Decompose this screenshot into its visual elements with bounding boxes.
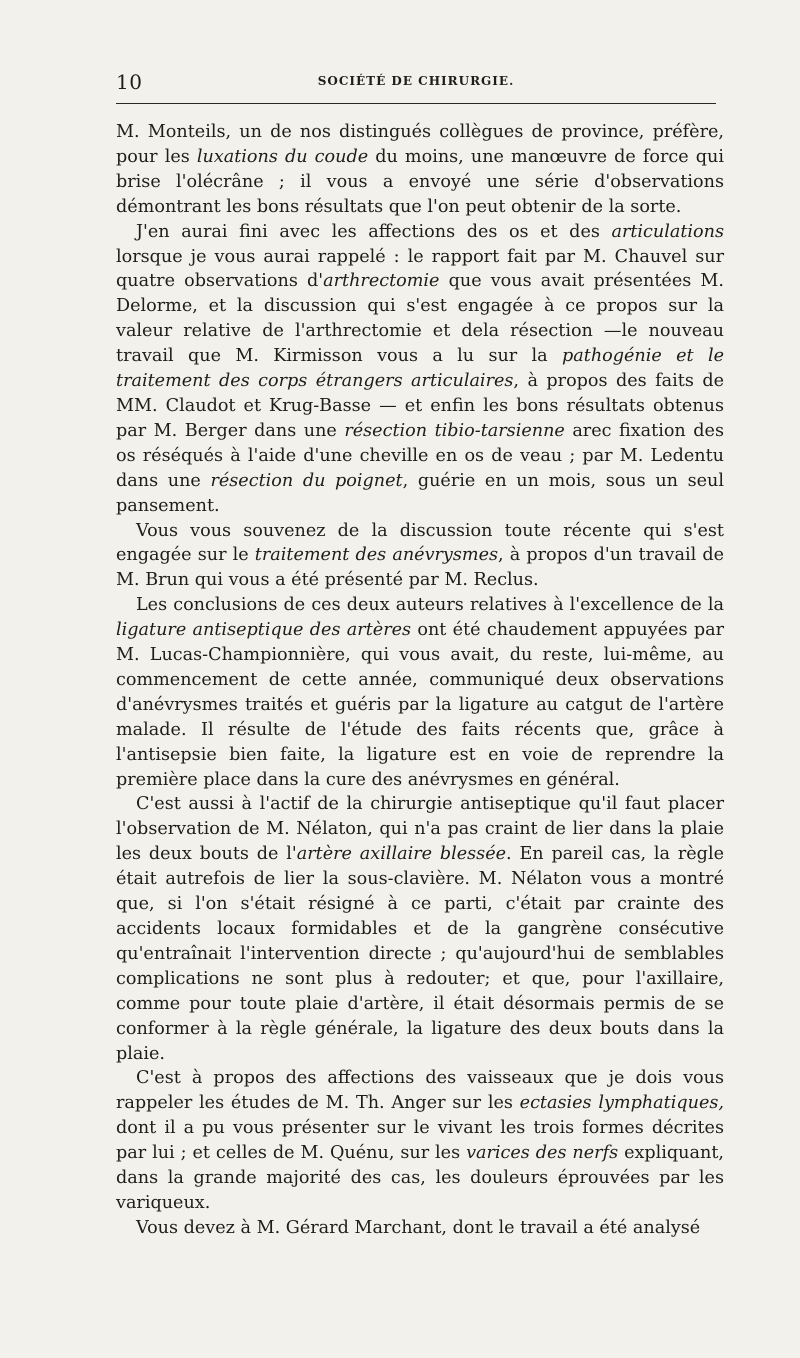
page-header (116, 70, 716, 96)
text-run: . En pareil cas, la règle était autrefois de lier la sous-clavière. M. Nélaton vous a montré que, si l'on s'était résigné à ce parti, c'était par crainte des accidents locaux formidables et de la gangrène consécutive qu'entraînait l'intervention directe ; qu'aujourd'hui de semblables complications ne sont plus à redouter; et que, pour l'axillaire, comme pour toute plaie d'artère, il était désormais permis de se conformer à la règle générale, la ligature des deux bouts dans la plaie. (116, 844, 724, 1064)
text-run: J'en aurai fini avec les affections des os et des (136, 221, 612, 242)
paragraph (116, 593, 724, 792)
text-run: C'est à propos des affections des vaisseaux que je dois vous rappeler les études de M. Th. Anger sur les (116, 1068, 724, 1114)
header-rule (116, 103, 716, 104)
italic-term: pathogénie et le traitement des corps étrangers articulaires (116, 346, 725, 392)
paragraph (116, 220, 724, 519)
paragraph (116, 519, 724, 594)
paragraph (116, 792, 724, 1066)
text-run: du moins, une manœuvre de force qui brise l'olécrâne ; il vous a envoyé une série d'observations démontrant les bons résultats que l'on peut obtenir de la sorte. (116, 146, 724, 217)
italic-term: ectasies lymphatiques, (519, 1093, 724, 1114)
italic-term: artère axillaire blessée (296, 844, 507, 865)
text-run: Vous devez à M. Gérard Marchant, dont le travail a été analysé (136, 1217, 701, 1238)
running-head: SOCIÉTÉ DE CHIRURGIE. (317, 74, 515, 88)
text-run: arec fixation des os réséqués à l'aide d'une cheville en os de veau ; par M. Ledentu dans une (116, 420, 724, 491)
text-run: , guérie en un mois, sous un seul pansement. (116, 470, 725, 516)
text-run: , à propos d'un travail de M. Brun qui vous a été présenté par M. Reclus. (116, 545, 724, 591)
body-text (116, 120, 724, 1241)
italic-term: résection tibio-tarsienne (344, 420, 565, 441)
italic-term: arthrectomie (323, 271, 440, 292)
italic-term: résection du poignet (210, 470, 403, 491)
text-run: C'est aussi à l'actif de la chirurgie antiseptique qu'il faut placer l'observation de M. Nélaton, qui n'a pas craint de lier dans la plaie les deux bouts de l' (116, 794, 724, 865)
italic-term: traitement des anévrysmes (254, 545, 499, 566)
page-number: 10 (116, 70, 143, 94)
text-run: , à propos des faits de MM. Claudot et Krug-Basse — et enfin les bons résultats obtenus par M. Berger dans une (116, 371, 724, 441)
text-run: ont été chaudement appuyées par M. Lucas-Championnière, qui vous avait, du reste, lui-même, au commencement de cette année, communiqué deux observations d'anévrysmes traités et guéris par la ligature au catgut de l'artère malade. Il résulte de l'étude des faits récents que, grâce à l'antisepsie bien faite, la ligature est en voie de reprendre la première place dans la cure des anévrysmes en général. (116, 620, 724, 790)
text-run: Les conclusions de ces deux auteurs relatives à l'excellence de la (136, 595, 724, 616)
paragraph (116, 120, 724, 220)
text-run: dont il a pu vous présenter sur le vivant les trois formes décrites par lui ; et celles de M. Quénu, sur les (116, 1118, 724, 1164)
text-run: que vous avait présentées M. Delorme, et la discussion qui s'est engagée à ce propos sur la valeur relative de l'arthrectomie et dela résection —le nouveau travail que M. Kirmisson vous a lu sur la (116, 271, 724, 367)
italic-term: articulations (611, 221, 724, 242)
text-run: Vous vous souvenez de la discussion toute récente qui s'est engagée sur le (116, 520, 724, 566)
italic-term: luxations du coude (196, 146, 369, 167)
paragraph (116, 1216, 724, 1241)
italic-term: varices des nerfs (466, 1143, 619, 1164)
italic-term: ligature antiseptique des artères (116, 620, 412, 641)
paragraph (116, 1066, 724, 1215)
text-run: lorsque je vous aurai rappelé : le rapport fait par M. Chauvel sur quatre observations d' (116, 246, 724, 292)
text-run: M. Monteils, un de nos distingués collègues de province, préfère, pour les (116, 122, 724, 167)
text-run: expliquant, dans la grande majorité des cas, les douleurs éprouvées par les variqueux. (116, 1143, 724, 1213)
